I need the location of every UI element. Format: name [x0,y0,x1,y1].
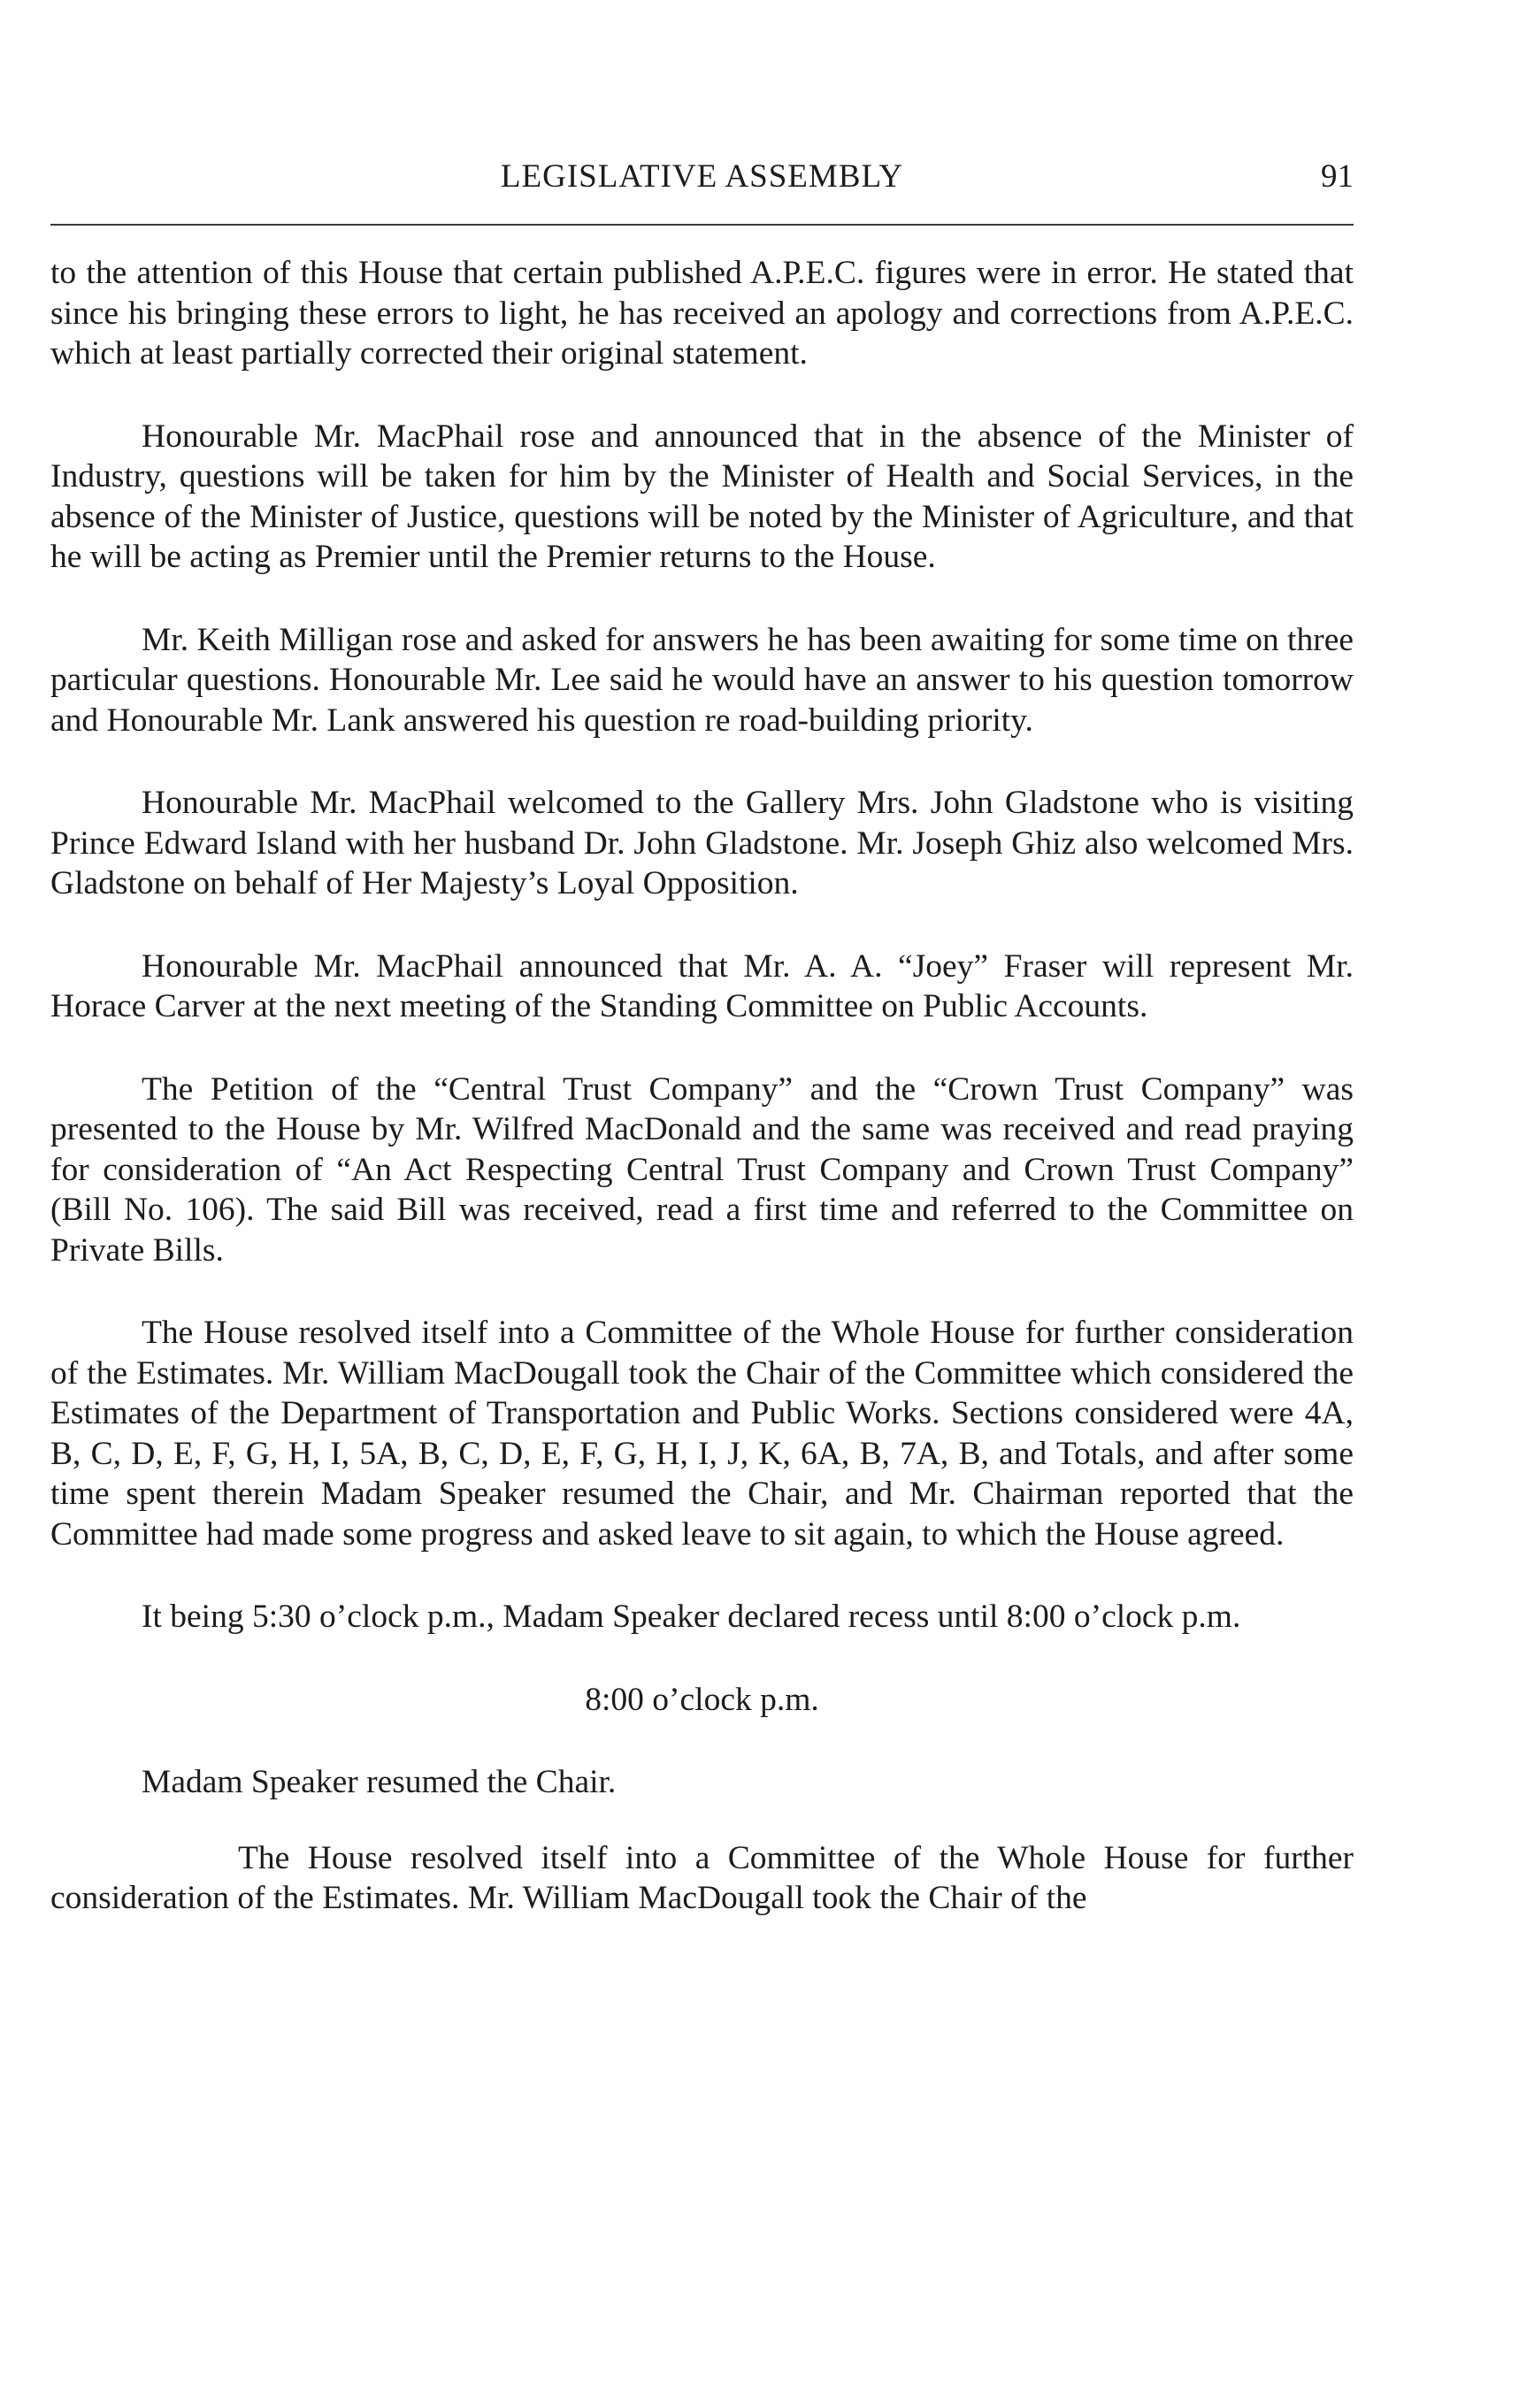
paragraph-recess: It being 5:30 o’clock p.m., Madam Speaker declared recess until 8:00 o’clock p.m. [142,1599,1241,1635]
paragraph-macphail-ministers: Honourable Mr. MacPhail rose and announced that in the absence of the Minister of Industry, questions will be taken for him by the Minister of Health and Social Services, in the absence of the Minister of Justice, questions will be noted by the Minister of Agriculture, and that he will be acting as Premier until the Premier returns to the House. [50,418,1354,575]
header-rule [50,224,1354,226]
page-number: 91 [1321,158,1354,195]
session-time-heading: 8:00 o’clock p.m. [585,1681,819,1718]
body-text [50,253,1354,1961]
paragraph-apec-continuation: to the attention of this House that certain published A.P.E.C. figures were in error. He stated that since his bringing these errors to light, he has received an apology and corrections from A.P.E.C. which at least partially corrected their original statement. [50,255,1354,372]
paragraph-committee-estimates: The House resolved itself into a Committee of the Whole House for further consideration of the Estimates. Mr. William MacDougall took the Chair of the Committee which considered the Estimates of the Department of Transportation and Public Works. Sections considered were 4A, B, C, D, E, F, G, H, I, 5A, B, C, D, E, F, G, H, I, J, K, 6A, B, 7A, B, and Totals, and after some time spent therein Madam Speaker resumed the Chair, and Mr. Chairman reported that the Committee had made some progress and asked leave to sit again, to which the House agreed. [50,1315,1354,1553]
paragraph-milligan-questions: Mr. Keith Milligan rose and asked for answers he has been awaiting for some time on three particular questions. Honourable Mr. Lee said he would have an answer to his question tomorrow and Honourable Mr. Lank answered his question re road-building priority. [50,621,1354,739]
page-header [50,157,1354,202]
paragraph-speaker-resumed: Madam Speaker resumed the Chair. [142,1764,617,1800]
paragraph-fraser-committee: Honourable Mr. MacPhail announced that Mr. A. A. “Joey” Fraser will represent Mr. Horace Carver at the next meeting of the Standing Committee on Public Accounts. [50,947,1354,1024]
paragraph-gladstone-welcome: Honourable Mr. MacPhail welcomed to the Gallery Mrs. John Gladstone who is visiting Prince Edward Island with her husband Dr. John Gladstone. Mr. Joseph Ghiz also welcomed Mrs. Gladstone on behalf of Her Majesty’s Loyal Opposition. [50,785,1354,901]
paragraph-trust-petition: The Petition of the “Central Trust Company” and the “Crown Trust Company” was presented to the House by Mr. Wilfred MacDonald and the same was received and read praying for consideration of “An Act Respecting Central Trust Company and Crown Trust Company” (Bill No. 106). The said Bill was received, read a first time and referred to the Committee on Private Bills. [50,1070,1354,1269]
paragraph-committee-continued: The House resolved itself into a Committee of the Whole House for further consideration of the Estimates. Mr. William MacDougall took the Chair of the [50,1839,1354,1916]
running-title: LEGISLATIVE ASSEMBLY [500,158,904,195]
